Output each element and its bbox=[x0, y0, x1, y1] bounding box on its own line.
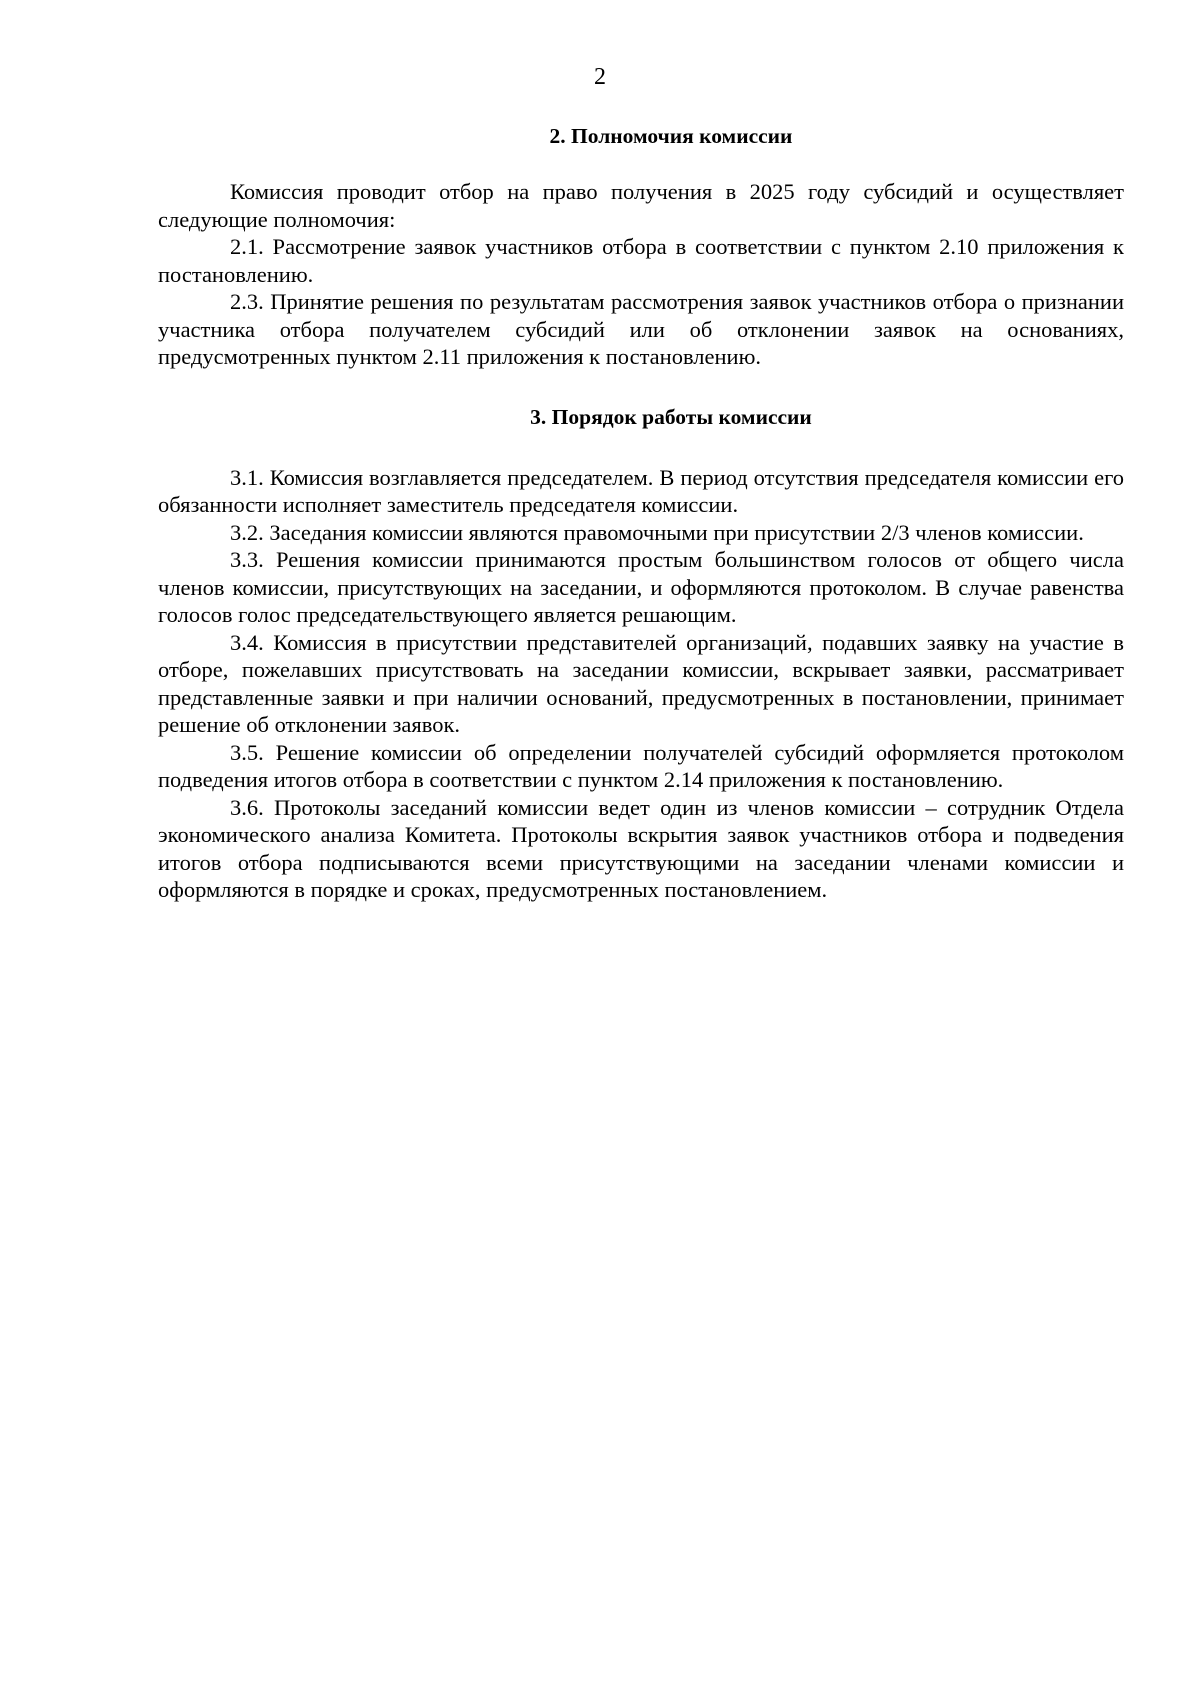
section-2-title: 2. Полномочия комиссии bbox=[549, 124, 793, 148]
section-3-paragraph: 3.5. Решение комиссии об определении получателей субсидий оформляется протоколом подведения итогов отбора в соответствии с пунктом 2.14 приложения к постановлению. bbox=[158, 739, 1124, 792]
section-3-paragraph: 3.4. Комиссия в присутствии представителей организаций, подавших заявку на участие в отборе, пожелавших присутствовать на заседании комиссии, вскрывает заявки, рассматривает представленные заявки и при наличии оснований, предусмотренных в постановлении, принимает решение об отклонении заявок. bbox=[158, 629, 1124, 737]
section-3-title: 3. Порядок работы комиссии bbox=[530, 404, 812, 429]
section-3-paragraph: 3.6. Протоколы заседаний комиссии ведет один из членов комиссии – сотрудник Отдела экономического анализа Комитета. Протоколы вскрытия заявок участников отбора и подведения итогов отбора подписываются всеми присутствующими на заседании членами комиссии и оформляются в порядке и сроках, предусмотренных постановлением. bbox=[158, 794, 1124, 902]
page-number: 2 bbox=[594, 64, 606, 90]
section-2-paragraph: 2.3. Принятие решения по результатам рассмотрения заявок участников отбора о признании участника отбора получателем субсидий или об отклонении заявок на основаниях, предусмотренных пунктом 2.11 приложения к постановлению. bbox=[158, 289, 1124, 369]
section-3-paragraph: 3.2. Заседания комиссии являются правомочными при присутствии 2/3 членов комиссии. bbox=[230, 519, 1084, 545]
section-3-paragraph: 3.3. Решения комиссии принимаются простым большинством голосов от общего числа членов комиссии, присутствующих на заседании, и оформляются протоколом. В случае равенства голосов голос председательствующего является решающим. bbox=[158, 547, 1124, 627]
section-2-paragraph: Комиссия проводит отбор на право получения в 2025 году субсидий и осуществляет следующие полномочия: bbox=[158, 179, 1124, 232]
document-body bbox=[158, 122, 1124, 904]
section-3-paragraph: 3.1. Комиссия возглавляется председателем. В период отсутствия председателя комиссии его обязанности исполняет заместитель председателя комиссии. bbox=[158, 464, 1124, 517]
section-2-paragraph: 2.1. Рассмотрение заявок участников отбора в соответствии с пунктом 2.10 приложения к постановлению. bbox=[158, 234, 1124, 287]
